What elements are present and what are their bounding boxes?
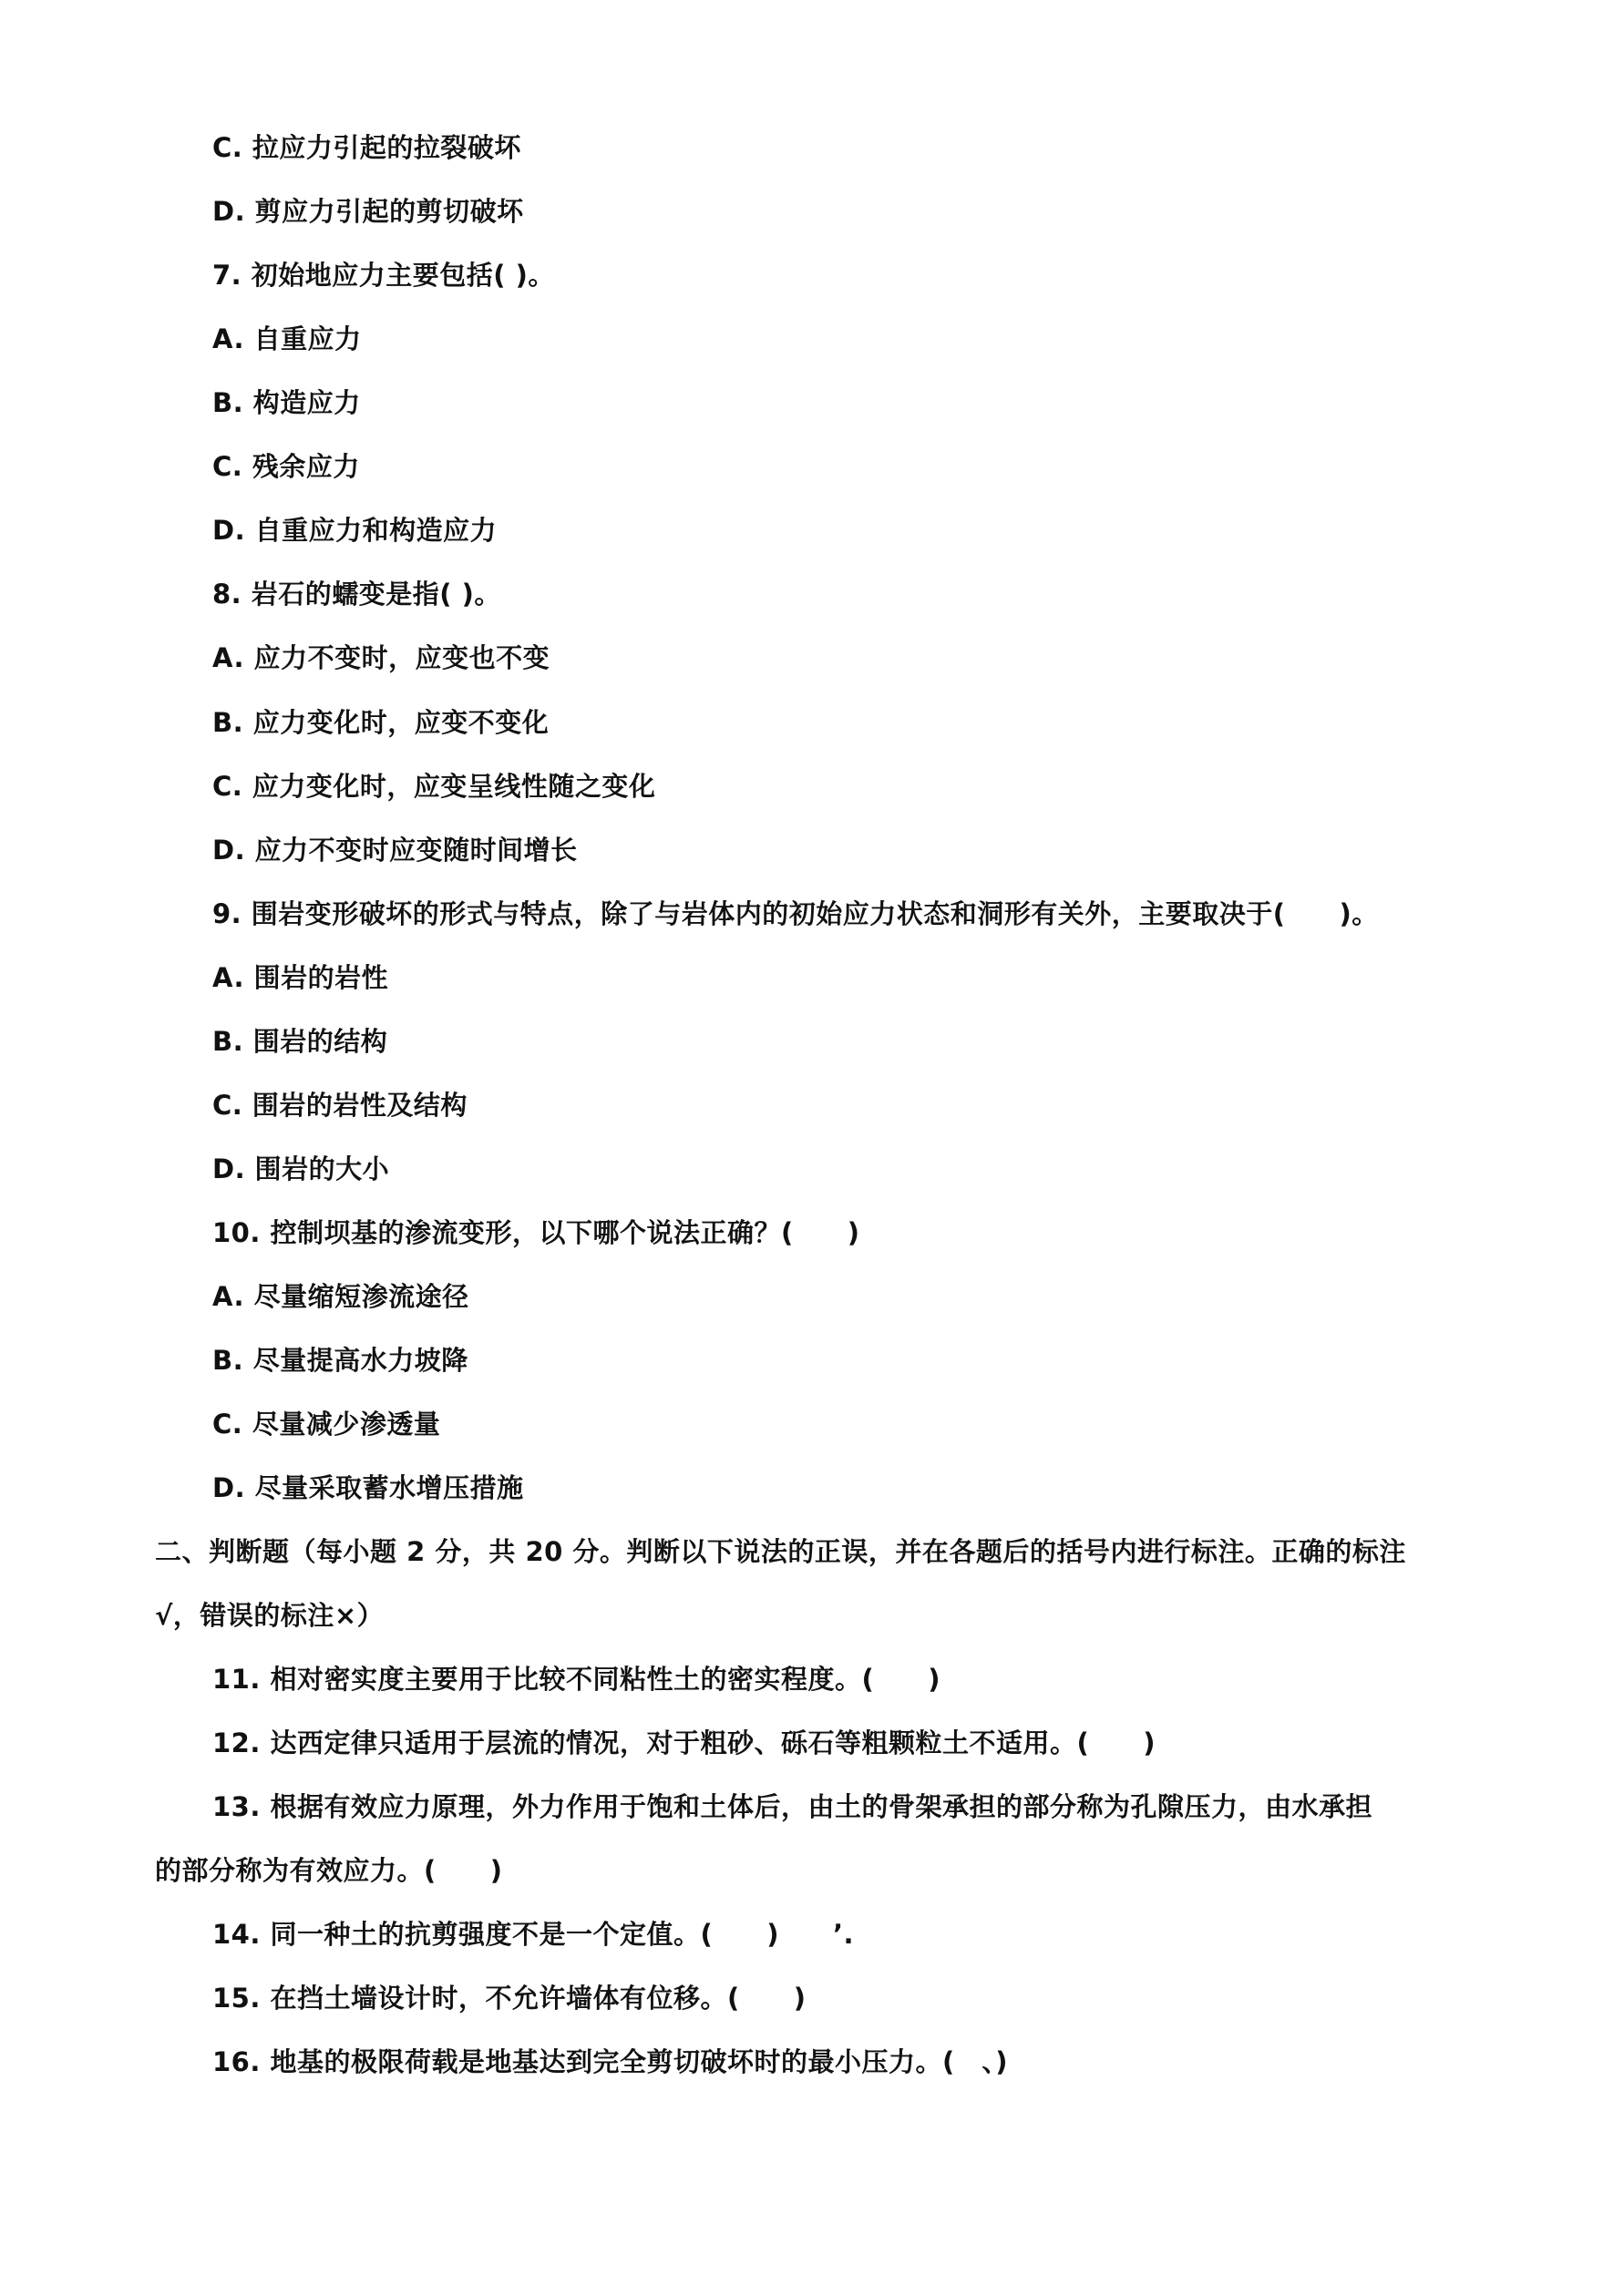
section-heading-judgement: 二、判断题（每小题 2 分，共 20 分。判断以下说法的正误，并在各题后的括号内进行标注。正确的标注 [155,1536,1406,1567]
option-10b: B. 尽量提高水力坡降 [212,1345,468,1376]
option-9d: D. 围岩的大小 [212,1153,390,1184]
question-12: 12. 达西定律只适用于层流的情况，对于粗砂、砾石等粗颗粒土不适用。( ) [212,1727,1156,1758]
option-8c: C. 应力变化时，应变呈线性随之变化 [212,771,656,802]
question-15: 15. 在挡土墙设计时，不允许墙体有位移。( ) [212,1983,807,2014]
option-9a: A. 围岩的岩性 [212,962,389,993]
question-8: 8. 岩石的蠕变是指( )。 [212,579,501,610]
question-7: 7. 初始地应力主要包括( )。 [212,260,555,291]
question-10: 10. 控制坝基的渗流变形，以下哪个说法正确？( ) [212,1217,860,1248]
option-8b: B. 应力变化时，应变不变化 [212,707,550,738]
option-7a: A. 自重应力 [212,323,362,354]
option-6d: D. 剪应力引起的剪切破坏 [212,196,524,227]
question-9: 9. 围岩变形破坏的形式与特点，除了与岩体内的初始应力状态和洞形有关外，主要取决于( )。 [212,898,1379,929]
question-16: 16. 地基的极限荷载是地基达到完全剪切破坏时的最小压力。( 、) [212,2046,1008,2077]
option-7c: C. 残余应力 [212,451,360,482]
question-13-continued: 的部分称为有效应力。( ) [155,1855,503,1886]
option-9b: B. 围岩的结构 [212,1026,388,1057]
option-6c: C. 拉应力引起的拉裂破坏 [212,132,521,163]
option-10c: C. 尽量减少渗透量 [212,1409,441,1440]
option-10d: D. 尽量采取蓄水增压措施 [212,1472,524,1503]
question-11: 11. 相对密实度主要用于比较不同粘性土的密实程度。( ) [212,1664,940,1695]
question-14: 14. 同一种土的抗剪强度不是一个定值。( ) ’. [212,1919,855,1950]
option-7d: D. 自重应力和构造应力 [212,515,498,546]
option-9c: C. 围岩的岩性及结构 [212,1090,468,1121]
option-8a: A. 应力不变时，应变也不变 [212,642,550,673]
option-7b: B. 构造应力 [212,387,361,418]
option-8d: D. 应力不变时应变随时间增长 [212,835,578,866]
question-13: 13. 根据有效应力原理，外力作用于饱和土体后，由土的骨架承担的部分称为孔隙压力，由水承担 [212,1791,1372,1822]
option-10a: A. 尽量缩短渗流途径 [212,1281,469,1312]
section-heading-continued: √，错误的标注×） [155,1600,385,1631]
